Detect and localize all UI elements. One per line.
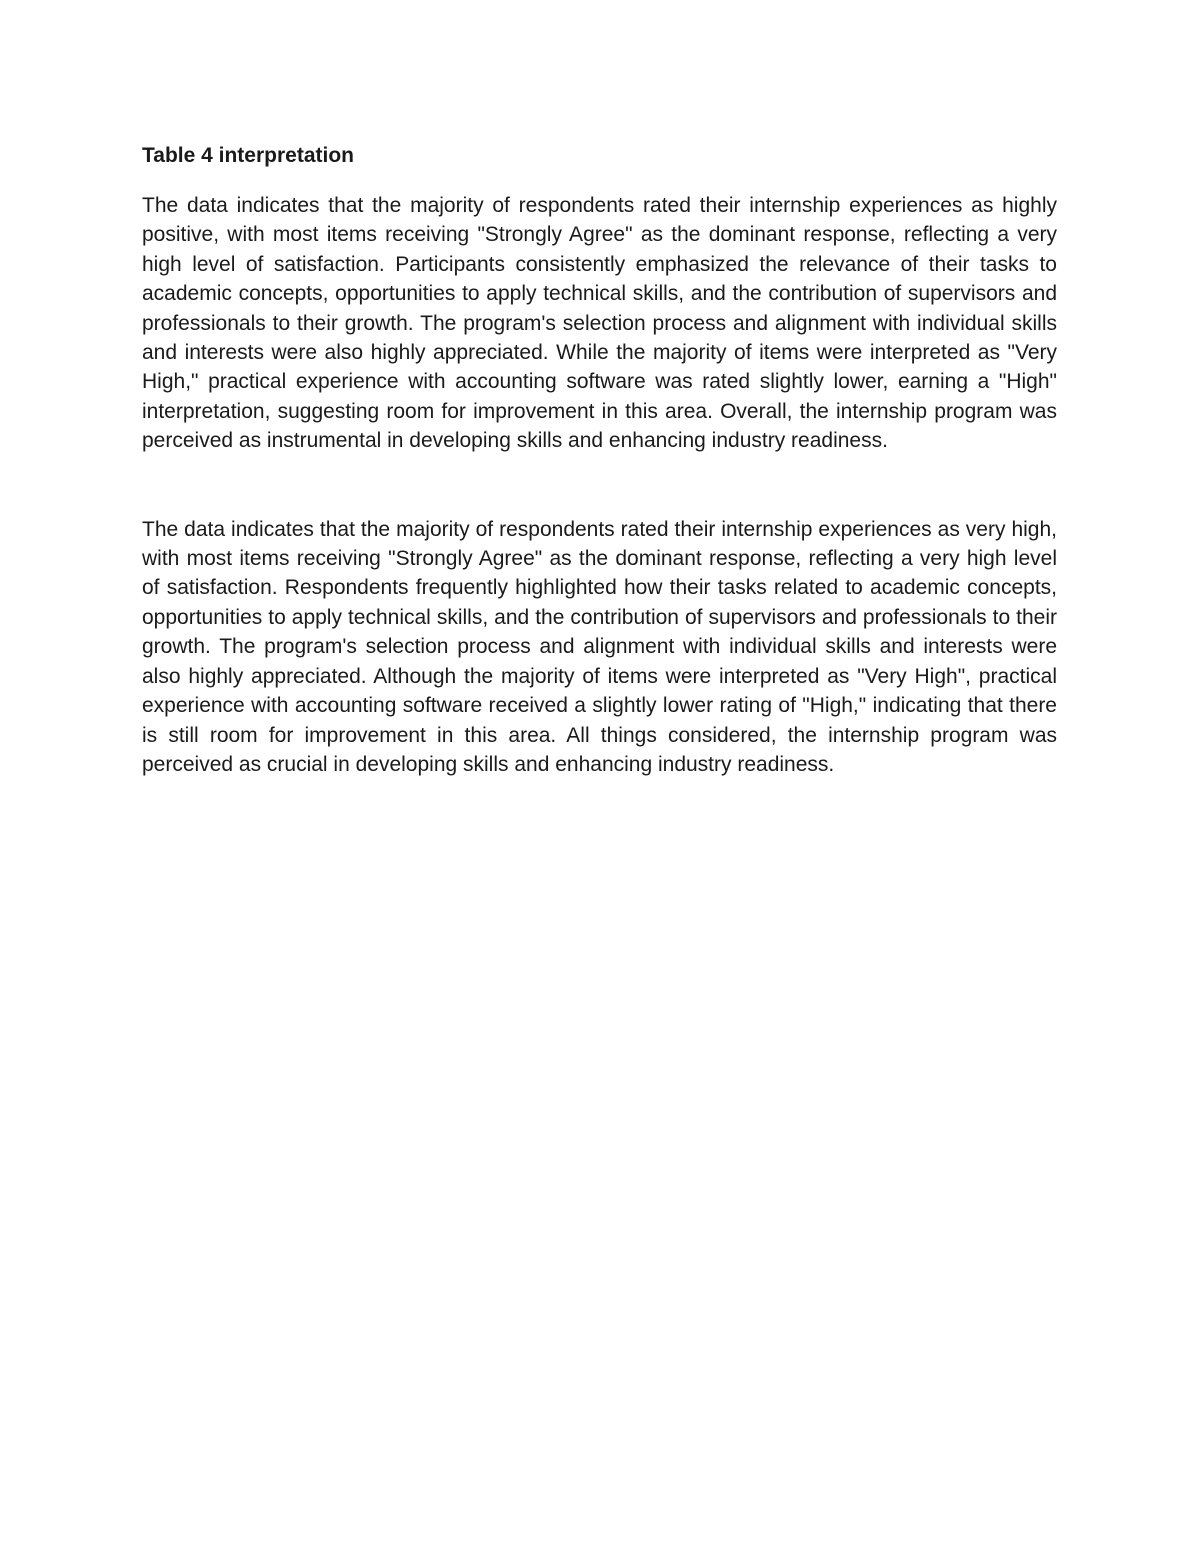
document-body — [142, 141, 1057, 779]
paragraph-2: The data indicates that the majority of respondents rated their internship experiences as very high, with most items receiving "Strongly Agree" as the dominant response, reflecting a very high level of satisfaction. Respondents frequently highlighted how their tasks related to academic concepts, opportunities to apply technical skills, and the contribution of supervisors and professionals to their growth. The program's selection process and alignment with individual skills and interests were also highly appreciated. Although the majority of items were interpreted as "Very High", practical experience with accounting software received a slightly lower rating of "High," indicating that there is still room for improvement in this area. All things considered, the internship program was perceived as crucial in developing skills and enhancing industry readiness. — [142, 517, 1057, 776]
page-title: Table 4 interpretation — [142, 144, 354, 167]
paragraph-1: The data indicates that the majority of respondents rated their internship experiences as highly positive, with most items receiving "Strongly Agree" as the dominant response, reflecting a very high level of satisfaction. Participants consistently emphasized the relevance of their tasks to academic concepts, opportunities to apply technical skills, and the contribution of supervisors and professionals to their growth. The program's selection process and alignment with individual skills and interests were also highly appreciated. While the majority of items were interpreted as "Very High," practical experience with accounting software was rated slightly lower, earning a "High" interpretation, suggesting room for improvement in this area. Overall, the internship program was perceived as instrumental in developing skills and enhancing industry readiness. — [142, 194, 1057, 453]
